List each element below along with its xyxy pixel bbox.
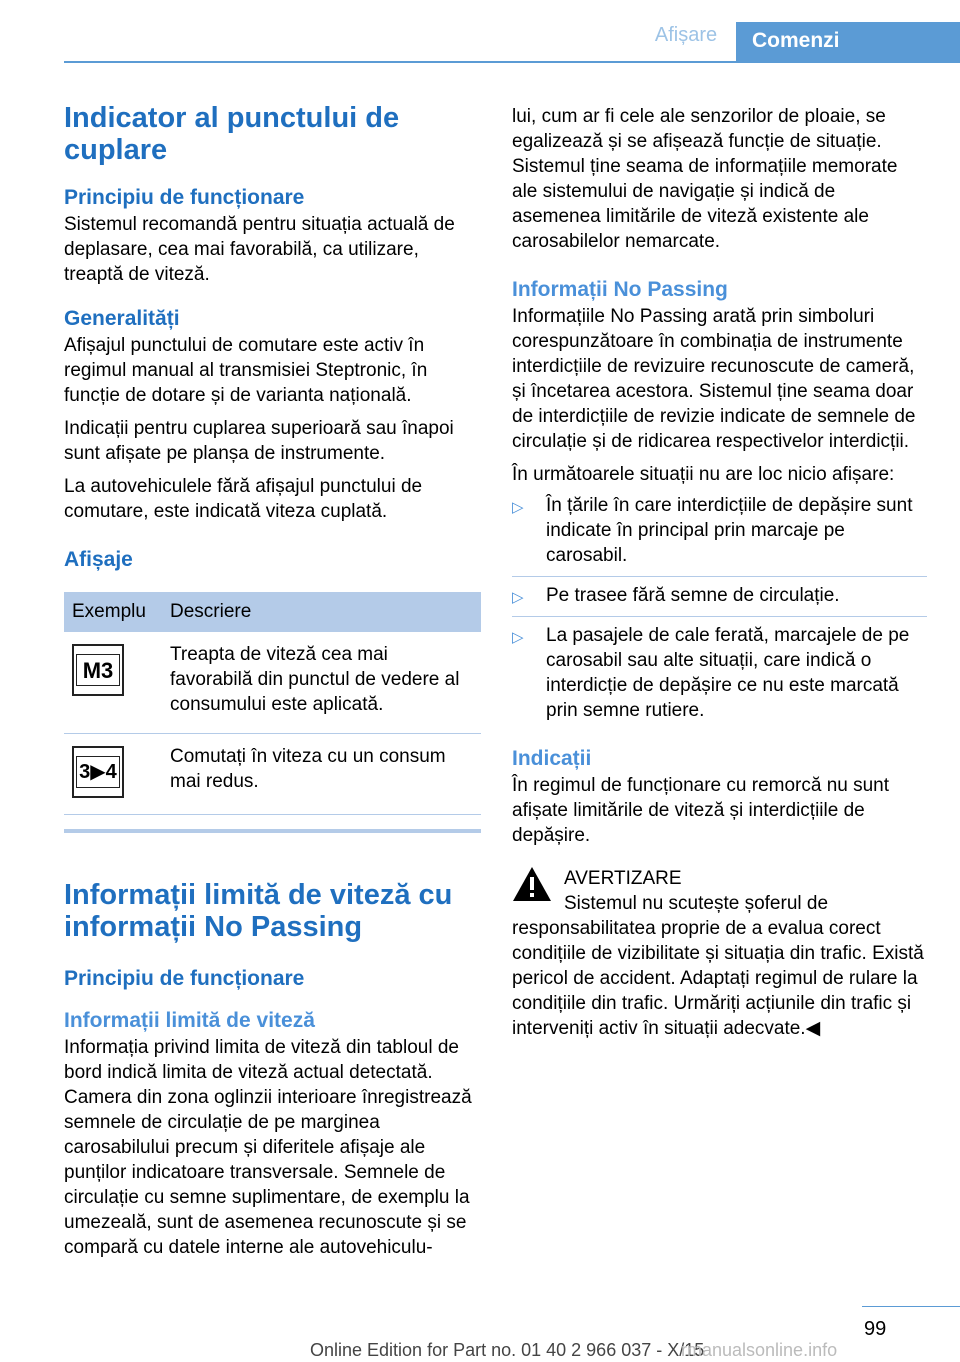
list-item-text: Pe trasee fără semne de circulație. [546, 585, 840, 606]
list-item-text: În țările în care interdicțiile de depășire sunt indicate în principal prin marcaje pe carosabil. [546, 495, 913, 566]
heading-principle-2: Principiu de funcționare [64, 967, 305, 990]
gear-m3-icon [72, 644, 124, 696]
table-row [64, 632, 481, 734]
heading-general: Generalități [64, 307, 180, 330]
table-cell-description: Comutați în viteza cu un consum mai redus. [162, 734, 481, 815]
column-header-example: Exemplu [64, 592, 162, 632]
triangle-bullet-icon: ▷ [512, 499, 524, 516]
examples-table [64, 592, 481, 815]
triangle-bullet-icon: ▷ [512, 589, 524, 606]
section-title-shift-indicator: Indicator al punctului de cuplare [64, 102, 400, 166]
heading-principle: Principiu de funcționare [64, 186, 305, 209]
gear-m3-label: M3 [76, 654, 120, 686]
paragraph-speed-limit: Informația privind limita de viteză din tabloul de bord indică limita de viteză actual detectată. Camera din zona oglinzii interioare înregistrează semnele de circulație de pe marginea carosabilului precum și diferitele afișaje ale punților indicatoare transversale. Semnele de circulație cu semne suplimentare, de exemplu la umezeală, sunt de asemenea recunoscute și se compară cu datele interne ale autovehiculu- [64, 1037, 472, 1258]
section-divider [64, 829, 481, 833]
right-column [512, 104, 927, 1041]
paragraph-principle: Sistemul recomandă pentru situația actuală de deplasare, cea mai favorabilă, ca utilizare, treaptă de viteză. [64, 214, 455, 285]
warning-triangle-icon [512, 866, 552, 902]
triangle-bullet-icon: ▷ [512, 629, 524, 646]
header-divider [64, 61, 960, 63]
paragraph-indications: În regimul de funcționare cu remorcă nu sunt afișate limitările de viteză și interdicțiile de depășire. [512, 775, 890, 846]
heading-no-passing: Informații No Passing [512, 278, 728, 301]
list-item [512, 487, 927, 577]
warning-title: AVERTIZARE [564, 868, 682, 889]
heading-indications: Indicații [512, 747, 592, 770]
footer-divider [862, 1306, 960, 1307]
section-title-speed-limit: Informații limită de viteză cu informații No Passing [64, 879, 453, 943]
table-row [64, 734, 481, 815]
list-item-text: La pasajele de cale ferată, marcajele de pe carosabil sau alte situații, care indică o interdicție de depășire ce nu este marcată prin semne rutiere. [546, 625, 910, 721]
warning-block [512, 866, 927, 1041]
paragraph-general-2: Indicații pentru cuplarea superioară sau înapoi sunt afișate pe planșa de instrumente. [64, 418, 454, 464]
list-item [512, 577, 927, 617]
page-header [0, 0, 960, 62]
table-cell-description: Treapta de viteză cea mai favorabilă din punctul de vedere al consumului este aplicată. [162, 632, 481, 734]
no-display-list [512, 487, 927, 731]
paragraph-general-3: La autovehiculele fără afișajul punctului de comutare, este indicată viteza cuplată. [64, 476, 423, 522]
tab-comenzi-label: Comenzi [752, 29, 840, 52]
gear-shift-3-4-icon [72, 746, 124, 798]
tab-afisare[interactable]: Afișare [654, 24, 718, 46]
list-item [512, 617, 927, 731]
paragraph-no-display: În următoarele situații nu are loc nicio afișare: [512, 464, 895, 485]
footer-edition: Online Edition for Part no. 01 40 2 966 037 - X/15 [310, 1340, 705, 1360]
paragraph-no-passing: Informațiile No Passing arată prin simboluri corespunzătoare în combinația de instrumente interdicțiile de revizuire recunoscute de cameră, și încetarea acestora. Sistemul ține seama doar de interdicțiile de revizie indicate de semnele de circulație și de ridicarea respectivelor interdicții. [512, 306, 916, 452]
column-header-description: Descriere [162, 592, 481, 632]
tab-comenzi[interactable] [736, 22, 960, 62]
paragraph-general-1: Afișajul punctului de comutare este activ în regimul manual al transmisiei Steptronic, în funcție de dotare și de varianta națională. [64, 335, 428, 406]
left-column [64, 102, 481, 1260]
heading-displays: Afișaje [64, 548, 133, 571]
warning-text: Sistemul nu scutește șoferul de responsabilitatea proprie de a evalua corect condițiile de vizibilitate și situația din trafic. Există pericol de accident. Adaptați regimul de rulare la condițiile din trafic. Urmăriți acțiunile din trafic și interveniți activ în situații adecvate.◀ [512, 893, 924, 1039]
page-number: 99 [864, 1318, 887, 1340]
heading-speed-limit-info: Informații limită de viteză [64, 1009, 315, 1032]
paragraph-continued: lui, cum ar fi cele ale senzorilor de ploaie, se egalizează și se afișează funcție de situație. Sistemul ține seama de informațiile memorate ale sistemului de navigație și indică de asemenea limitările de viteză existente ale carosabilelor nemarcate. [512, 106, 898, 252]
gear-shift-label: 3▶4 [76, 756, 120, 788]
watermark: rmanualsonline.info [681, 1340, 838, 1360]
